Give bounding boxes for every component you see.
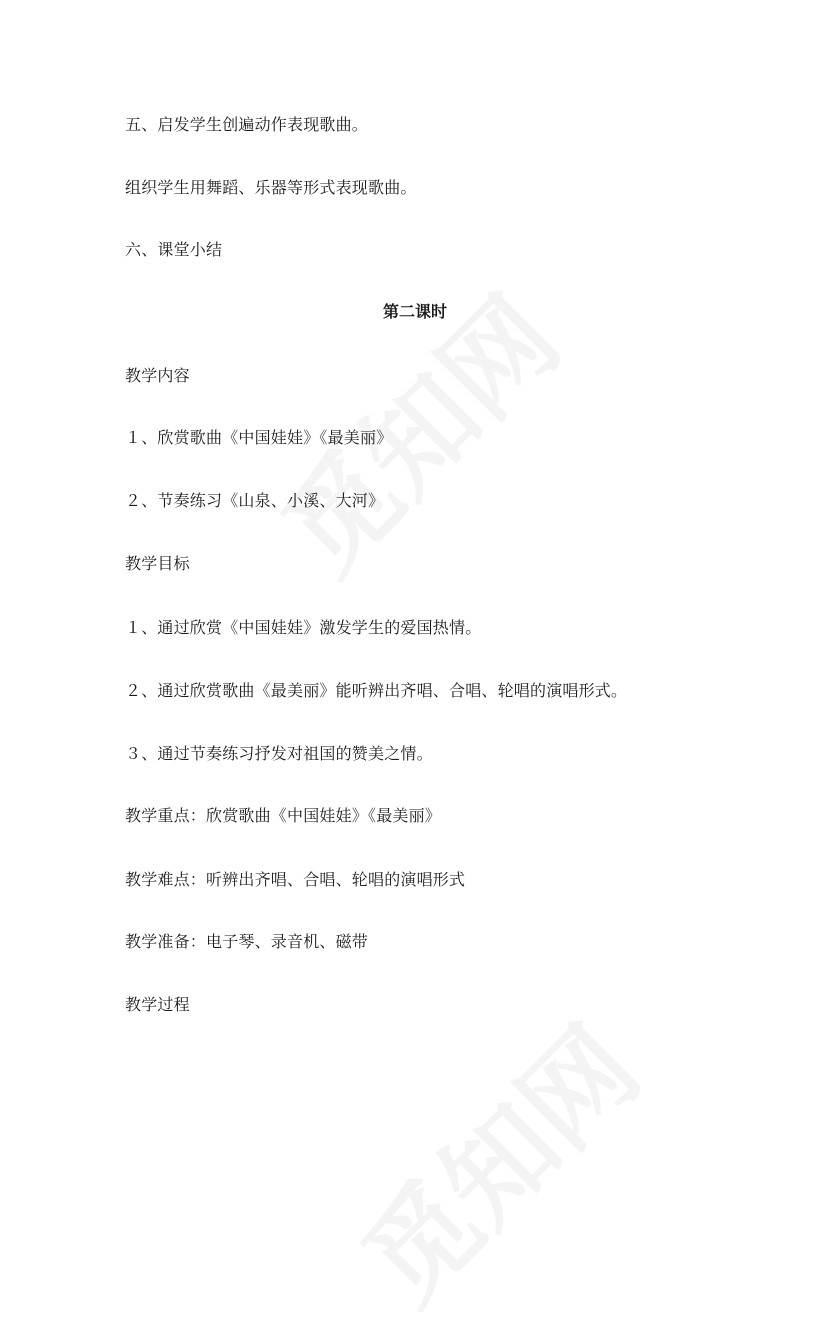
paragraph-line: １、通过欣赏《中国娃娃》激发学生的爱国热情。	[125, 618, 482, 637]
paragraph-line: 组织学生用舞蹈、乐器等形式表现歌曲。	[125, 178, 417, 197]
paragraph-line: 教学难点：听辨出齐唱、合唱、轮唱的演唱形式	[125, 870, 466, 889]
section-heading: 第二课时	[382, 302, 447, 321]
paragraph-line: 教学准备：电子琴、录音机、磁带	[125, 932, 369, 951]
paragraph-line: 教学目标	[125, 554, 190, 573]
paragraph-line: 六、课堂小结	[125, 240, 223, 259]
paragraph-line: ３、通过节奏练习抒发对祖国的赞美之情。	[125, 744, 433, 763]
paragraph-line: １、欣赏歌曲《中国娃娃》《最美丽》	[125, 428, 393, 447]
paragraph-line: ２、节奏练习《山泉、小溪、大河》	[125, 491, 385, 510]
paragraph-line: 教学内容	[125, 366, 190, 385]
paragraph-line: 教学重点：欣赏歌曲《中国娃娃》《最美丽》	[125, 806, 442, 825]
watermark	[322, 986, 667, 1331]
paragraph-line: ２、通过欣赏歌曲《最美丽》能听辨出齐唱、合唱、轮唱的演唱形式。	[125, 681, 628, 700]
paragraph-line: 教学过程	[125, 995, 190, 1014]
paragraph-line: 五、启发学生创遍动作表现歌曲。	[125, 115, 369, 134]
